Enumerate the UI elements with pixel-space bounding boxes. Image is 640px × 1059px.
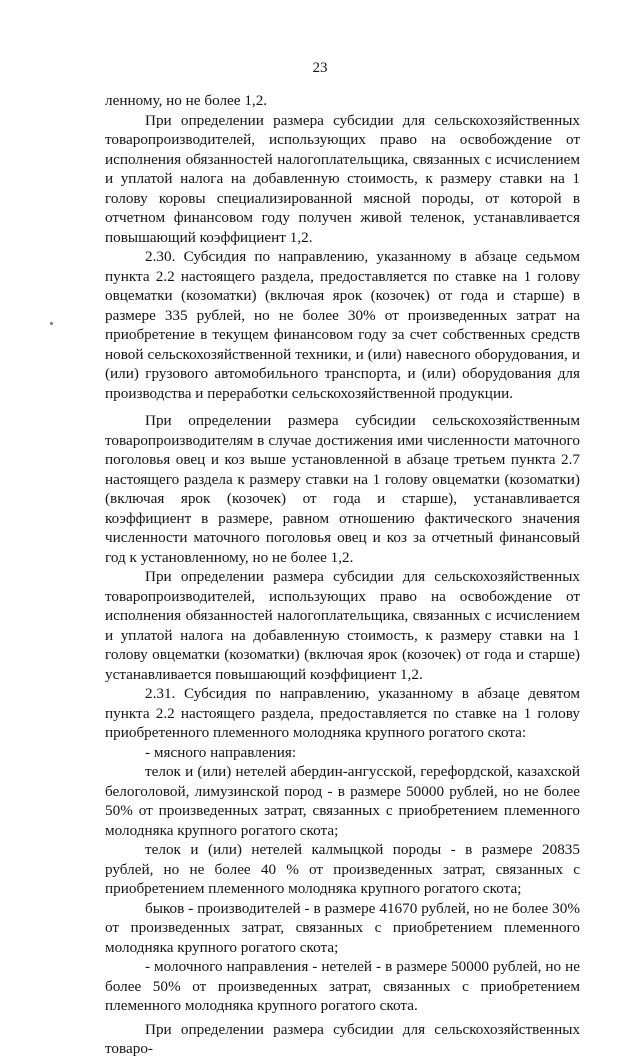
paragraph-vat-coefficient-sheep: При определении размера субсидии для сельскохозяйственных товаропроизводителей, использующих право на освобождение от исполнения обязанностей налогоплательщика, связанных с исчислением и уплатой налога на добавленную стоимость, к размеру ставки на 1 голову овцематки (козоматки) (включая ярок (козочек) от года и старше) устанавливается повышающий коэффициент 1,2. <box>105 568 580 683</box>
paragraph-breeding-bulls: быков - производителей - в размере 41670 рублей, но не более 30% от произведенных затрат, связанных с приобретением племенного молодняка крупного рогатого скота; <box>105 899 580 956</box>
paragraph-heifers-breeds: телок и (или) нетелей абердин-ангусской, герефордской, казахской белоголовой, лимузинской пород - в размере 50000 рублей, но не более 50% от произведенных затрат, связанных с приобретением племенного молодняка крупного рогатого скота; <box>105 763 580 839</box>
page-number: 23 <box>312 60 328 76</box>
document-body <box>105 91 580 1059</box>
paragraph-clause-2-31: 2.31. Субсидия по направлению, указанному в абзаце девятом пункта 2.2 настоящего раздела, предоставляется по ставке на 1 голову приобретенного племенного молодняка крупного рогатого скота: <box>105 685 580 741</box>
paragraph-dairy-direction: - молочного направления - нетелей - в размере 50000 рублей, но не более 50% от произведенных затрат, связанных с приобретением племенного молодняка крупного рогатого скота. <box>105 958 580 1014</box>
paragraph-herd-coefficient: При определении размера субсидии сельскохозяйственным товаропроизводителям в случае достижения ими численности маточного поголовья овец и коз выше установленной в абзаце третьем пункта 2.7 настоящего раздела к размеру ставки на 1 голову овцематки (козоматки) (включая ярок (козочек) от года и старше), устанавливается коэффициент в размере, равном отношению фактического значения численности маточного поголовья овец и коз за отчетный финансовый год к установленному, но не более 1,2. <box>105 412 580 566</box>
paragraph-meat-direction: - мясного направления: <box>145 743 297 761</box>
paragraph-continued-next-page: При определении размера субсидии для сельскохозяйственных товаро- <box>105 1020 580 1057</box>
scan-speck <box>50 322 53 325</box>
paragraph-vat-coefficient-cattle: При определении размера субсидии для сельскохозяйственных товаропроизводителей, использующих право на освобождение от исполнения обязанностей налогоплательщика, связанных с исчислением и уплатой налога на добавленную стоимость, к размеру ставки на 1 голову коровы специализированной мясной породы, от которой в отчетном финансовом году получен живой теленок, устанавливается повышающий коэффициент 1,2. <box>105 111 580 246</box>
paragraph-continuation: ленному, но не более 1,2. <box>105 92 268 109</box>
paragraph-kalmyk-heifers: телок и (или) нетелей калмыцкой породы - в размере 20835 рублей, но не более 40 % от произведенных затрат, связанных с приобретением племенного молодняка крупного рогатого скота; <box>105 841 580 897</box>
paragraph-clause-2-30: 2.30. Субсидия по направлению, указанному в абзаце седьмом пункта 2.2 настоящего раздела, предоставляется по ставке на 1 голову овцематки (козоматки) (включая ярок (козочек) от года и старше) в размере 335 рублей, но не более 30% от произведенных затрат на приобретение в текущем финансовом году за счет собственных средств новой сельскохозяйственной техники, и (или) навесного оборудования, и (или) грузового автомобильного транспорта, и (или) оборудования для производства и переработки сельскохозяйственной продукции. <box>105 248 580 402</box>
